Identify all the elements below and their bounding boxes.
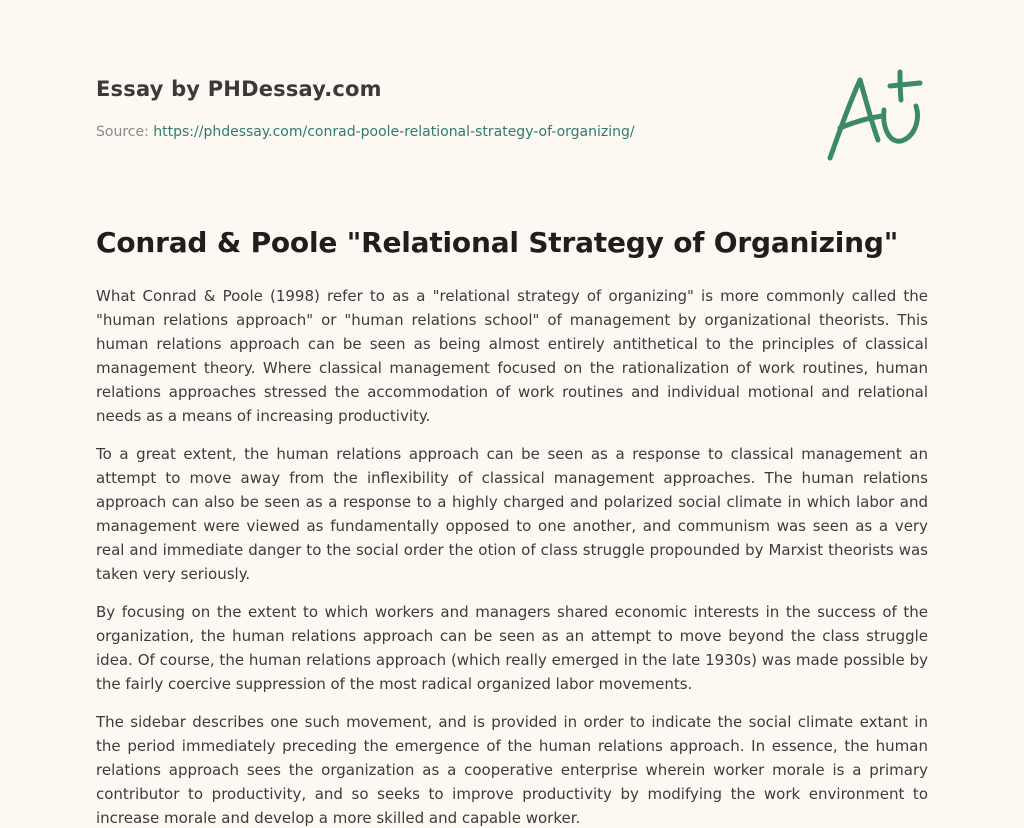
essay-paragraph-2: To a great extent, the human relations approach can be seen as a response to classical management an attempt to move away from the inflexibility of classical management approaches. The human relations approach can also be seen as a response to a highly charged and polarized social climate in which labor and management were viewed as fundamentally opposed to one another, and communism was seen as a very real and immediate danger to the social order the otion of class struggle propounded by Marxist theorists was taken very seriously.: [96, 445, 928, 583]
source-link[interactable]: https://phdessay.com/conrad-poole-relational-strategy-of-organizing/: [153, 124, 635, 140]
source-label: Source:: [96, 124, 154, 140]
a-plus-grade-icon: [820, 66, 930, 166]
brand-title: Essay by PHDessay.com: [96, 77, 382, 101]
essay-body: [96, 284, 928, 828]
essay-paragraph-1: What Conrad & Poole (1998) refer to as a "relational strategy of organizing" is more commonly called the "human relations approach" or "human relations school" of management by organizational theorists. This human relations approach can be seen as being almost entirely antithetical to the principles of classical management theory. Where classical management focused on the rationalization of work routines, human relations approaches stressed the accommodation of work routines and individual motional and relational needs as a means of increasing productivity.: [96, 287, 928, 425]
source-line: [96, 124, 635, 140]
essay-paragraph-3: By focusing on the extent to which workers and managers shared economic interests in the success of the organization, the human relations approach can be seen as an attempt to move beyond the class struggle idea. Of course, the human relations approach (which really emerged in the late 1930s) was made possible by the fairly coercive suppression of the most radical organized labor movements.: [96, 603, 928, 693]
essay-title: Conrad & Poole "Relational Strategy of Organizing": [96, 226, 899, 259]
essay-paragraph-4: The sidebar describes one such movement, and is provided in order to indicate the social climate extant in the period immediately preceding the emergence of the human relations approach. In essence, the human relations approach sees the organization as a cooperative enterprise wherein worker morale is a primary contributor to productivity, and so seeks to improve productivity by modifying the work environment to increase morale and develop a more skilled and capable worker.: [96, 713, 928, 827]
